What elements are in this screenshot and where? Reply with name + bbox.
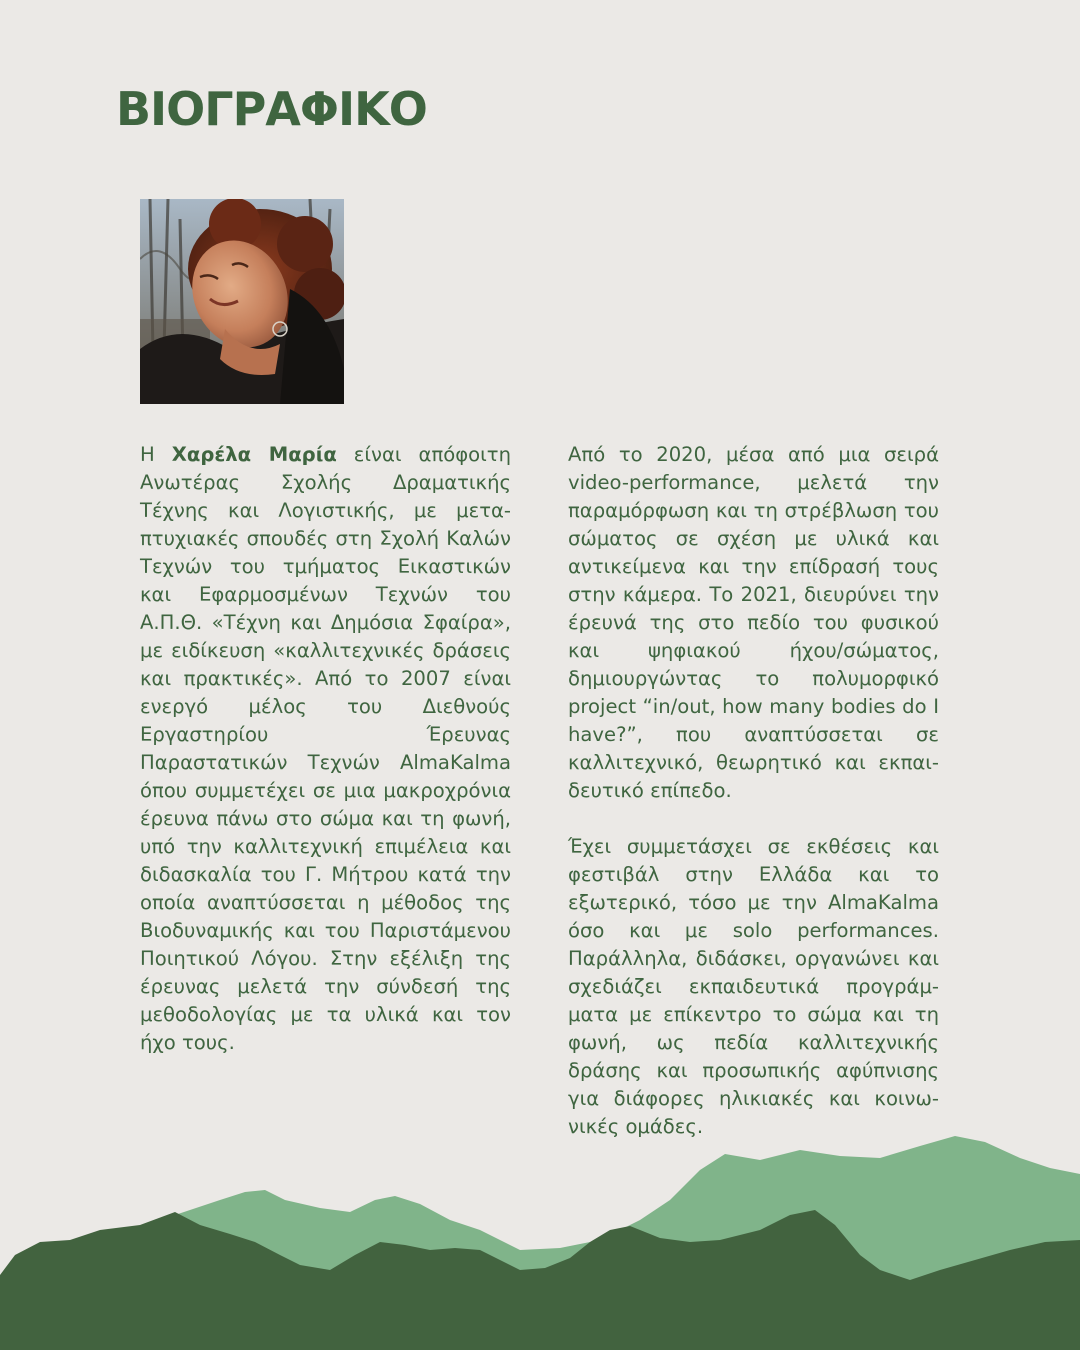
bio-column-right	[568, 441, 939, 1141]
mountains-illustration	[0, 1130, 1080, 1350]
bio-paragraph-2: Έχει συμμετάσχει σε εκθέσεις και φεστιβάλ στην Ελλάδα και το εξωτερικό, τόσο με την AlmaKalma όσο και με solo performances. Παράλληλα, διδάσκει, οργανώνει και σχεδιάζει εκπαιδευτικά προγράμματα με επίκεντρο το σώμα και τη φωνή, ως πεδία καλλιτεχνικής δράσης και προσωπικής αφύπνισης για διάφορες ηλικιακές και κοινωνικές ομάδες.	[568, 835, 939, 1138]
bio-text-left: είναι απόφοιτη Ανωτέρας Σχολής Δραματικής Τέχνης και Λογιστικής, με μεταπτυχιακές σπουδές στη Σχολή Καλών Τεχνών του τμήματος Εικαστικών και Εφαρμοσμένων Τεχνών του Α.Π.Θ. «Τέχνη και Δημόσια Σφαίρα», με ειδίκευση «καλλιτεχνικές δράσεις και πρακτικές». Από το 2007 είναι ενεργό μέλος του Διεθνούς Εργαστηρίου Έρευνας Παραστατικών Τεχνών AlmaKalma όπου συμμετέχει σε μια μακροχρόνια έρευνα πάνω στο σώμα και τη φωνή, υπό την καλλιτεχνική επιμέλεια και διδασκαλία του Γ. Μήτρου κατά την οποία αναπτύσσεται η μέθοδος της Βιοδυναμικής και του Παριστάμενου Ποιητικού Λόγου. Στην εξέλιξη της έρευνας μελετά την σύνδεσή της μεθοδολογίας με τα υλικά και τον ήχο τους.	[140, 443, 511, 1054]
bio-column-left	[140, 441, 511, 1057]
bio-intro: Η	[140, 443, 172, 466]
bio-paragraph-1: Από το 2020, μέσα από μια σειρά video-performance, μελετά την παραμόρφωση και τη στρέβλωση του σώματος σε σχέση με υλικά και αντικείμενα και την επίδρασή τους στην κάμερα. Το 2021, διευρύνει την έρευνά της στο πεδίο του φυσικού και ψηφιακού ήχου/σώματος, δημιουργώντας το πολυμορφικό project “in/out, how many bodies do I have?”, που αναπτύσσεται σε καλλιτεχνικό, θεωρητικό και εκπαιδευτικό επίπεδο.	[568, 443, 939, 802]
page-title: ΒΙΟΓΡΑΦΙΚΟ	[116, 82, 427, 136]
person-name: Χαρέλα Μαρία	[171, 443, 337, 466]
bio-intro-paragraph	[140, 441, 511, 1057]
portrait-photo	[140, 199, 344, 404]
portrait-illustration	[140, 199, 344, 404]
